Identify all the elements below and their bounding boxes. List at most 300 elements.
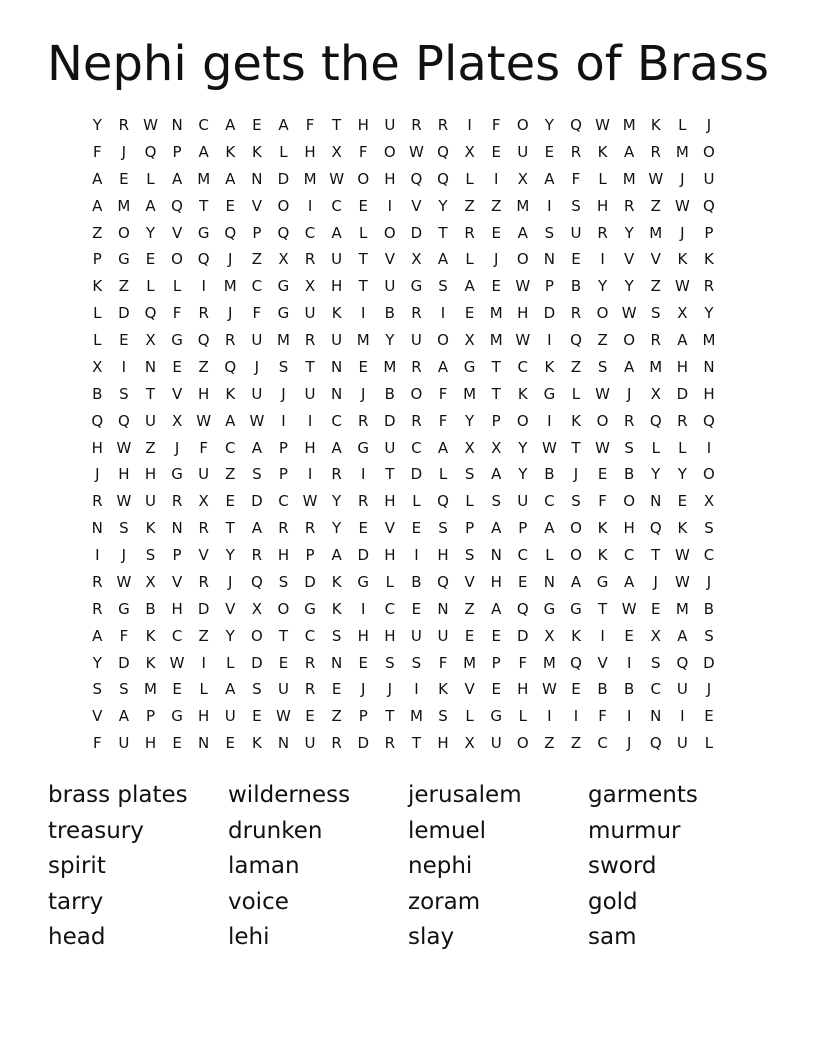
grid-letter: Y xyxy=(332,519,342,538)
grid-letter: O xyxy=(596,304,609,323)
grid-letter: O xyxy=(516,734,529,753)
grid-letter: A xyxy=(677,331,688,349)
grid-letter: K xyxy=(92,277,103,296)
grid-letter: A xyxy=(118,707,130,726)
grid-letter: S xyxy=(597,357,608,376)
grid-letter: V xyxy=(464,572,475,591)
grid-letter: Q xyxy=(649,411,662,430)
grid-letter: N xyxy=(703,357,715,376)
grid-letter: F xyxy=(358,142,368,161)
grid-letter: P xyxy=(704,223,714,242)
grid-letter: Y xyxy=(145,223,156,242)
grid-letter: H xyxy=(490,572,502,591)
grid-letter: M xyxy=(117,196,131,215)
grid-letter: O xyxy=(277,599,290,618)
grid-letter: D xyxy=(543,304,556,323)
grid-letter: V xyxy=(597,653,608,672)
grid-letter: R xyxy=(198,304,209,323)
grid-letter: S xyxy=(438,707,448,726)
grid-letter: L xyxy=(226,653,235,672)
grid-letter: V xyxy=(464,680,475,699)
grid-letter: Q xyxy=(277,223,290,242)
grid-letter: R xyxy=(570,304,582,323)
grid-letter: C xyxy=(703,546,715,564)
grid-letter: E xyxy=(677,492,688,511)
grid-letter: U xyxy=(517,492,529,511)
grid-letter: C xyxy=(411,438,422,457)
grid-letter: Q xyxy=(570,331,582,349)
grid-letter: P xyxy=(145,707,155,726)
grid-letter: H xyxy=(144,734,157,753)
grid-letter: E xyxy=(411,519,422,538)
grid-letter: P xyxy=(172,546,182,564)
grid-letter: L xyxy=(146,169,155,188)
grid-letter: H xyxy=(357,116,369,134)
grid-letter: W xyxy=(116,438,132,457)
grid-letter: S xyxy=(571,196,581,215)
grid-letter: J xyxy=(387,680,393,699)
grid-letter: S xyxy=(438,277,448,296)
grid-letter: E xyxy=(491,142,501,161)
grid-letter: N xyxy=(331,357,343,376)
grid-letter: C xyxy=(384,599,396,618)
grid-letter: U xyxy=(410,626,422,645)
grid-letter: N xyxy=(171,116,183,134)
grid-letter: N xyxy=(144,357,157,376)
grid-letter: L xyxy=(279,142,288,161)
grid-letter: K xyxy=(677,250,688,269)
grid-letter: O xyxy=(117,223,130,242)
word-list-item: murmur xyxy=(588,817,681,844)
grid-letter: D xyxy=(277,169,290,188)
grid-letter: U xyxy=(703,169,715,188)
grid-letter: D xyxy=(251,492,263,511)
grid-letter: A xyxy=(491,465,502,484)
grid-letter: M xyxy=(276,331,290,349)
grid-letter: G xyxy=(118,599,130,618)
grid-letter: S xyxy=(252,465,262,484)
grid-letter: E xyxy=(704,707,714,726)
grid-letter: Q xyxy=(224,223,237,242)
grid-letter: G xyxy=(543,599,556,618)
grid-letter: E xyxy=(225,492,235,511)
word-list-item: jerusalem xyxy=(408,782,522,808)
grid-letter: R xyxy=(92,572,103,591)
grid-letter: Q xyxy=(676,653,689,672)
grid-letter: R xyxy=(358,411,369,430)
grid-letter: G xyxy=(463,357,476,376)
grid-letter: C xyxy=(331,411,342,430)
grid-letter: R xyxy=(597,223,608,242)
grid-letter: E xyxy=(651,599,661,618)
grid-letter: K xyxy=(650,116,661,134)
grid-letter: R xyxy=(118,116,130,134)
grid-letter: T xyxy=(145,384,156,403)
grid-letter: U xyxy=(437,626,449,645)
grid-letter: K xyxy=(571,411,581,430)
grid-letter: G xyxy=(543,384,556,403)
grid-letter: L xyxy=(359,223,368,242)
grid-letter: D xyxy=(118,653,130,672)
grid-letter: R xyxy=(331,465,342,484)
grid-letter: S xyxy=(119,680,129,699)
grid-letter: S xyxy=(119,519,129,538)
grid-letter: Z xyxy=(251,250,262,269)
grid-letter: W xyxy=(276,707,291,726)
grid-letter: H xyxy=(596,196,609,215)
grid-letter: W xyxy=(302,492,318,511)
grid-letter: I xyxy=(547,196,552,215)
grid-letter: S xyxy=(464,546,475,564)
grid-letter: H xyxy=(331,277,343,296)
grid-letter: A xyxy=(570,572,582,591)
grid-letter: I xyxy=(547,411,552,430)
grid-letter: Z xyxy=(491,196,502,215)
grid-letter: Z xyxy=(464,196,475,215)
grid-letter: D xyxy=(384,411,396,430)
grid-letter: W xyxy=(621,599,637,618)
grid-letter: Y xyxy=(92,116,102,134)
grid-letter: N xyxy=(198,734,210,753)
grid-letter: S xyxy=(385,653,395,672)
grid-letter: J xyxy=(121,142,127,161)
grid-letter: X xyxy=(304,277,316,296)
grid-letter: A xyxy=(225,169,236,188)
grid-letter: H xyxy=(198,707,210,726)
grid-letter: N xyxy=(171,519,183,538)
grid-letter: H xyxy=(384,492,396,511)
grid-letter: T xyxy=(411,734,421,753)
word-list-item: garments xyxy=(588,782,698,808)
grid-letter: Z xyxy=(225,465,236,484)
grid-letter: E xyxy=(491,277,501,296)
grid-letter: Q xyxy=(649,734,662,753)
grid-letter: Y xyxy=(597,277,608,296)
grid-letter: W xyxy=(541,680,557,699)
grid-letter: G xyxy=(118,250,130,269)
grid-letter: C xyxy=(517,546,529,564)
grid-letter: G xyxy=(171,331,183,349)
grid-letter: V xyxy=(171,572,183,591)
grid-letter: K xyxy=(544,357,555,376)
grid-letter: L xyxy=(598,169,607,188)
word-list-item: voice xyxy=(228,888,289,915)
grid-letter: R xyxy=(411,411,422,430)
grid-letter: I xyxy=(95,546,100,564)
grid-letter: T xyxy=(491,384,501,403)
grid-letter: F xyxy=(438,384,448,403)
grid-letter: S xyxy=(651,304,661,323)
grid-letter: I xyxy=(414,680,419,699)
grid-letter: L xyxy=(545,546,554,564)
grid-letter: L xyxy=(93,304,102,323)
grid-letter: C xyxy=(650,680,661,699)
grid-letter: B xyxy=(624,465,635,484)
grid-letter: K xyxy=(331,572,342,591)
grid-letter: I xyxy=(467,116,472,134)
grid-letter: A xyxy=(677,626,688,645)
grid-letter: Y xyxy=(624,223,634,242)
grid-letter: T xyxy=(651,546,661,564)
grid-letter: F xyxy=(438,411,448,430)
grid-letter: R xyxy=(198,572,209,591)
grid-letter: D xyxy=(676,384,689,403)
grid-letter: S xyxy=(411,653,422,672)
grid-letter: G xyxy=(410,277,423,296)
grid-letter: L xyxy=(571,384,581,403)
grid-letter: M xyxy=(702,331,716,349)
grid-letter: Q xyxy=(649,519,662,538)
grid-letter: I xyxy=(307,411,313,430)
grid-letter: R xyxy=(304,653,316,672)
grid-letter: F xyxy=(518,653,528,672)
grid-letter: T xyxy=(385,465,395,484)
grid-letter: H xyxy=(118,465,130,484)
grid-letter: S xyxy=(704,626,714,645)
grid-letter: N xyxy=(543,572,555,591)
grid-letter: K xyxy=(251,734,262,753)
grid-letter: G xyxy=(357,572,370,591)
grid-letter: F xyxy=(598,492,607,511)
grid-letter: J xyxy=(95,465,100,484)
grid-letter: S xyxy=(491,492,501,511)
grid-letter: G xyxy=(171,707,183,726)
grid-letter: R xyxy=(623,411,635,430)
grid-letter: P xyxy=(92,250,102,269)
grid-letter: Q xyxy=(197,250,210,269)
grid-letter: A xyxy=(491,599,502,618)
grid-letter: U xyxy=(570,223,582,242)
grid-letter: A xyxy=(624,142,635,161)
grid-letter: J xyxy=(228,304,233,323)
grid-letter: A xyxy=(145,196,156,215)
grid-letter: W xyxy=(595,438,610,457)
word-list-item: lemuel xyxy=(408,817,487,844)
grid-letter: A xyxy=(437,438,449,457)
grid-letter: R xyxy=(198,519,209,538)
grid-letter: H xyxy=(676,357,688,376)
grid-letter: V xyxy=(624,250,635,269)
grid-letter: S xyxy=(278,572,289,591)
grid-letter: R xyxy=(331,734,342,753)
word-list-item: tarry xyxy=(48,888,104,915)
grid-letter: Q xyxy=(437,572,449,591)
grid-letter: I xyxy=(121,357,127,376)
grid-letter: P xyxy=(305,546,315,564)
grid-letter: L xyxy=(651,438,660,457)
grid-letter: E xyxy=(172,357,182,376)
grid-letter: P xyxy=(172,142,182,161)
grid-letter: J xyxy=(626,384,632,403)
grid-letter: X xyxy=(145,572,156,591)
grid-letter: U xyxy=(198,465,210,484)
grid-letter: T xyxy=(332,116,342,134)
grid-letter: R xyxy=(278,519,289,538)
grid-letter: H xyxy=(517,680,529,699)
grid-letter: Q xyxy=(144,304,157,323)
grid-letter: C xyxy=(544,492,555,511)
grid-letter: H xyxy=(198,384,210,403)
grid-letter: B xyxy=(597,680,608,699)
grid-letter: X xyxy=(92,357,103,376)
grid-letter: R xyxy=(358,492,369,511)
grid-letter: X xyxy=(650,384,661,403)
grid-letter: Z xyxy=(570,734,582,753)
grid-letter: Q xyxy=(224,357,237,376)
grid-letter: K xyxy=(597,142,608,161)
grid-letter: L xyxy=(518,707,527,726)
grid-letter: U xyxy=(277,680,289,699)
grid-letter: R xyxy=(225,331,236,349)
grid-letter: D xyxy=(251,653,263,672)
grid-letter: A xyxy=(624,572,635,591)
grid-letter: J xyxy=(680,169,685,188)
grid-letter: N xyxy=(650,492,662,511)
grid-letter: F xyxy=(252,304,262,323)
grid-letter: N xyxy=(251,169,263,188)
grid-letter: F xyxy=(92,142,102,161)
grid-letter: P xyxy=(491,411,501,430)
grid-letter: E xyxy=(331,680,342,699)
grid-letter: V xyxy=(92,707,103,726)
grid-letter: J xyxy=(706,116,712,134)
word-list-item: slay xyxy=(408,924,455,950)
grid-letter: H xyxy=(623,519,635,538)
grid-letter: G xyxy=(197,223,210,242)
grid-letter: V xyxy=(225,599,236,618)
grid-letter: Z xyxy=(650,277,661,296)
grid-letter: O xyxy=(250,626,263,645)
grid-letter: M xyxy=(383,357,397,376)
grid-letter: Z xyxy=(145,438,156,457)
grid-letter: F xyxy=(598,707,607,726)
grid-letter: G xyxy=(570,599,582,618)
grid-letter: R xyxy=(411,116,422,134)
grid-letter: M xyxy=(542,653,556,672)
grid-letter: N xyxy=(331,653,343,672)
grid-letter: X xyxy=(198,492,209,511)
grid-letter: Y xyxy=(704,304,714,323)
grid-letter: T xyxy=(571,438,581,457)
grid-letter: H xyxy=(357,626,369,645)
grid-letter: E xyxy=(491,680,501,699)
grid-letter: B xyxy=(92,384,103,403)
grid-letter: H xyxy=(437,734,449,753)
grid-letter: Y xyxy=(465,411,475,430)
grid-letter: R xyxy=(384,734,396,753)
grid-letter: Q xyxy=(144,142,157,161)
grid-letter: T xyxy=(358,250,368,269)
grid-letter: W xyxy=(648,169,664,188)
grid-letter: M xyxy=(516,196,530,215)
grid-letter: V xyxy=(384,250,395,269)
grid-letter: U xyxy=(224,707,236,726)
grid-letter: O xyxy=(383,223,396,242)
grid-letter: B xyxy=(384,384,395,403)
grid-letter: R xyxy=(251,546,263,564)
grid-letter: V xyxy=(171,223,183,242)
grid-letter: A xyxy=(251,519,262,538)
word-list-item: sword xyxy=(588,853,657,879)
grid-letter: S xyxy=(544,223,555,242)
grid-letter: H xyxy=(171,599,183,618)
grid-letter: H xyxy=(144,465,157,484)
grid-letter: Z xyxy=(650,196,661,215)
grid-letter: M xyxy=(675,599,689,618)
grid-letter: E xyxy=(571,680,581,699)
grid-letter: I xyxy=(493,169,499,188)
grid-letter: Y xyxy=(385,331,395,349)
grid-letter: E xyxy=(119,169,129,188)
grid-letter: A xyxy=(225,411,236,430)
grid-letter: I xyxy=(201,277,206,296)
grid-letter: U xyxy=(676,680,688,699)
grid-letter: A xyxy=(92,196,103,215)
grid-letter: P xyxy=(465,519,475,538)
grid-letter: Y xyxy=(544,116,554,134)
grid-letter: R xyxy=(437,116,449,134)
grid-letter: S xyxy=(571,492,581,511)
grid-letter: S xyxy=(331,626,342,645)
grid-letter: H xyxy=(304,438,316,457)
grid-letter: R xyxy=(411,357,422,376)
grid-letter: X xyxy=(464,331,475,349)
grid-letter: U xyxy=(304,384,316,403)
grid-letter: M xyxy=(356,331,370,349)
grid-letter: O xyxy=(570,546,582,564)
grid-letter: W xyxy=(515,277,531,296)
grid-letter: U xyxy=(384,116,396,134)
grid-letter: C xyxy=(278,492,289,511)
grid-letter: S xyxy=(704,519,714,538)
grid-letter: U xyxy=(490,734,502,753)
grid-letter: W xyxy=(595,384,610,403)
grid-letter: B xyxy=(384,304,395,323)
grid-letter: W xyxy=(621,304,637,323)
grid-letter: Q xyxy=(570,116,582,134)
grid-letter: L xyxy=(438,465,448,484)
grid-letter: J xyxy=(653,572,658,591)
grid-letter: O xyxy=(171,250,183,269)
grid-letter: K xyxy=(677,519,688,538)
grid-letter: S xyxy=(278,357,289,376)
grid-letter: J xyxy=(680,223,685,242)
grid-letter: H xyxy=(517,304,529,323)
grid-letter: I xyxy=(201,653,206,672)
grid-letter: R xyxy=(304,331,316,349)
grid-letter: J xyxy=(121,546,127,564)
grid-letter: K xyxy=(145,519,156,538)
grid-letter: J xyxy=(228,572,233,591)
grid-letter: I xyxy=(600,250,605,269)
grid-letter: T xyxy=(225,519,235,538)
grid-letter: A xyxy=(437,357,449,376)
grid-letter: R xyxy=(570,142,582,161)
grid-letter: F xyxy=(172,304,182,323)
grid-letter: W xyxy=(329,169,345,188)
grid-letter: E xyxy=(278,653,289,672)
grid-letter: S xyxy=(651,653,661,672)
word-list-item: wilderness xyxy=(228,782,351,808)
grid-letter: W xyxy=(116,492,132,511)
grid-letter: A xyxy=(171,169,183,188)
grid-letter: W xyxy=(515,331,531,349)
grid-letter: G xyxy=(171,465,183,484)
grid-letter: P xyxy=(518,519,528,538)
grid-letter: O xyxy=(410,384,423,403)
grid-letter: U xyxy=(331,331,343,349)
grid-letter: S xyxy=(438,519,448,538)
